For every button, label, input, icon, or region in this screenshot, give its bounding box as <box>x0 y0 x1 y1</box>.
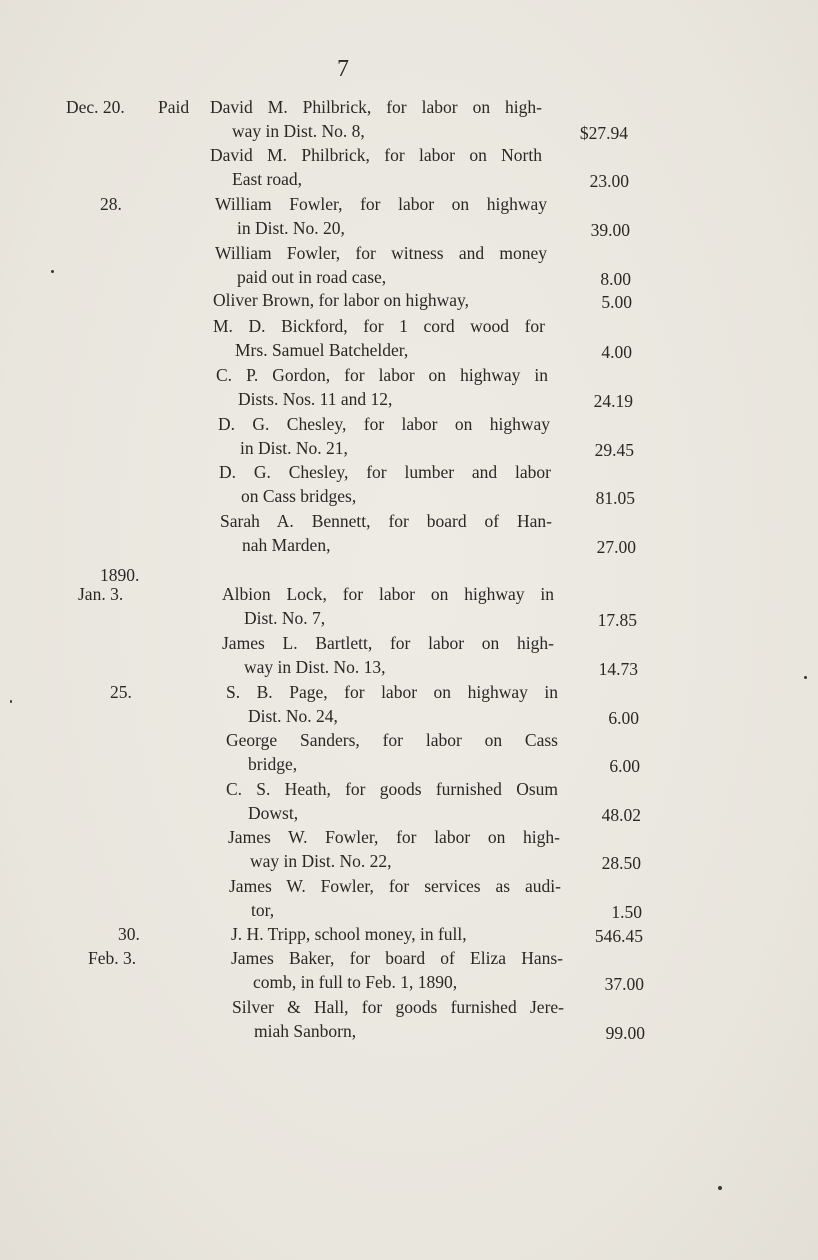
entry-date: Jan. 3. <box>78 584 124 604</box>
ink-speck <box>51 270 54 273</box>
entry-date: 30. <box>118 924 140 944</box>
entry-text-line: East road, <box>232 169 302 189</box>
entry-text-line: D. G. Chesley, for lumber and labor <box>219 462 551 482</box>
entry-amount: 99.00 <box>605 1023 645 1043</box>
entry-text-line: in Dist. No. 20, <box>237 218 345 238</box>
entry-amount: 37.00 <box>604 974 644 994</box>
year-label: 1890. <box>100 565 140 585</box>
entry-amount: 48.02 <box>601 805 641 825</box>
entry-text-line: paid out in road case, <box>237 267 387 287</box>
entry-text-line: way in Dist. No. 8, <box>232 121 365 141</box>
entry-amount: 28.50 <box>601 853 641 873</box>
entry-text-line: Silver & Hall, for goods furnished Jere- <box>232 997 564 1017</box>
entry-text-line: way in Dist. No. 22, <box>250 851 392 871</box>
entry-text-line: Albion Lock, for labor on highway in <box>222 584 554 604</box>
entry-text-line: in Dist. No. 21, <box>240 438 348 458</box>
entry-amount: $27.94 <box>579 123 628 143</box>
entry-amount: 4.00 <box>601 342 632 362</box>
entry-text-line: M. D. Bickford, for 1 cord wood for <box>213 316 545 336</box>
entry-date: Feb. 3. <box>88 948 137 968</box>
entry-text-line: James W. Fowler, for labor on high- <box>228 827 560 847</box>
entry-text-line: Dowst, <box>248 803 299 823</box>
entry-text-line: J. H. Tripp, school money, in full, <box>231 924 467 944</box>
entry-amount: 23.00 <box>589 171 629 191</box>
entry-amount: 8.00 <box>600 269 631 289</box>
entry-text-line: David M. Philbrick, for labor on North <box>210 145 542 165</box>
entry-amount: 39.00 <box>590 220 630 240</box>
entry-text-line: miah Sanborn, <box>254 1021 357 1041</box>
entry-text-line: William Fowler, for labor on highway <box>215 194 547 214</box>
page-number: 7 <box>337 56 349 82</box>
ink-speck <box>718 1186 722 1190</box>
entry-text-line: Mrs. Samuel Batchelder, <box>235 340 409 360</box>
entry-text-line: George Sanders, for labor on Cass <box>226 730 558 750</box>
entry-text-line: nah Marden, <box>242 535 331 555</box>
entry-text-line: James L. Bartlett, for labor on high- <box>222 633 554 653</box>
ink-speck <box>10 700 12 703</box>
entry-amount: 6.00 <box>609 756 640 776</box>
entry-amount: 5.00 <box>601 292 632 312</box>
entry-text-line: David M. Philbrick, for labor on high- <box>210 97 542 117</box>
entry-text-line: Dists. Nos. 11 and 12, <box>238 389 393 409</box>
entry-amount: 1.50 <box>611 902 642 922</box>
entry-text-line: Dist. No. 7, <box>244 608 326 628</box>
entry-amount: 81.05 <box>595 488 635 508</box>
entry-text-line: C. S. Heath, for goods furnished Osum <box>226 779 558 799</box>
entry-text-line: comb, in full to Feb. 1, 1890, <box>253 972 458 992</box>
entry-text-line: S. B. Page, for labor on highway in <box>226 682 558 702</box>
entry-amount: 6.00 <box>608 708 639 728</box>
entry-text-line: James W. Fowler, for services as audi- <box>229 876 561 896</box>
paid-label: Paid <box>158 97 190 117</box>
entry-text-line: William Fowler, for witness and money <box>215 243 547 263</box>
entry-text-line: tor, <box>251 900 275 920</box>
entry-amount: 27.00 <box>596 537 636 557</box>
entry-date: 28. <box>100 194 122 214</box>
entry-amount: 24.19 <box>593 391 633 411</box>
entry-date: Dec. 20. <box>66 97 125 117</box>
entry-text-line: D. G. Chesley, for labor on highway <box>218 414 550 434</box>
entry-text-line: on Cass bridges, <box>241 486 357 506</box>
entry-date: 25. <box>110 682 132 702</box>
entry-text-line: bridge, <box>248 754 298 774</box>
entry-text-line: C. P. Gordon, for labor on highway in <box>216 365 548 385</box>
entry-text-line: James Baker, for board of Eliza Hans- <box>231 948 563 968</box>
entry-amount: 17.85 <box>597 610 637 630</box>
entry-text-line: Sarah A. Bennett, for board of Han- <box>220 511 552 531</box>
entry-text-line: Dist. No. 24, <box>248 706 338 726</box>
entry-amount: 14.73 <box>598 659 638 679</box>
ink-speck <box>804 676 807 679</box>
entry-text-line: way in Dist. No. 13, <box>244 657 386 677</box>
entry-amount: 546.45 <box>594 926 643 946</box>
entry-text-line: Oliver Brown, for labor on highway, <box>213 290 469 310</box>
entry-amount: 29.45 <box>594 440 634 460</box>
